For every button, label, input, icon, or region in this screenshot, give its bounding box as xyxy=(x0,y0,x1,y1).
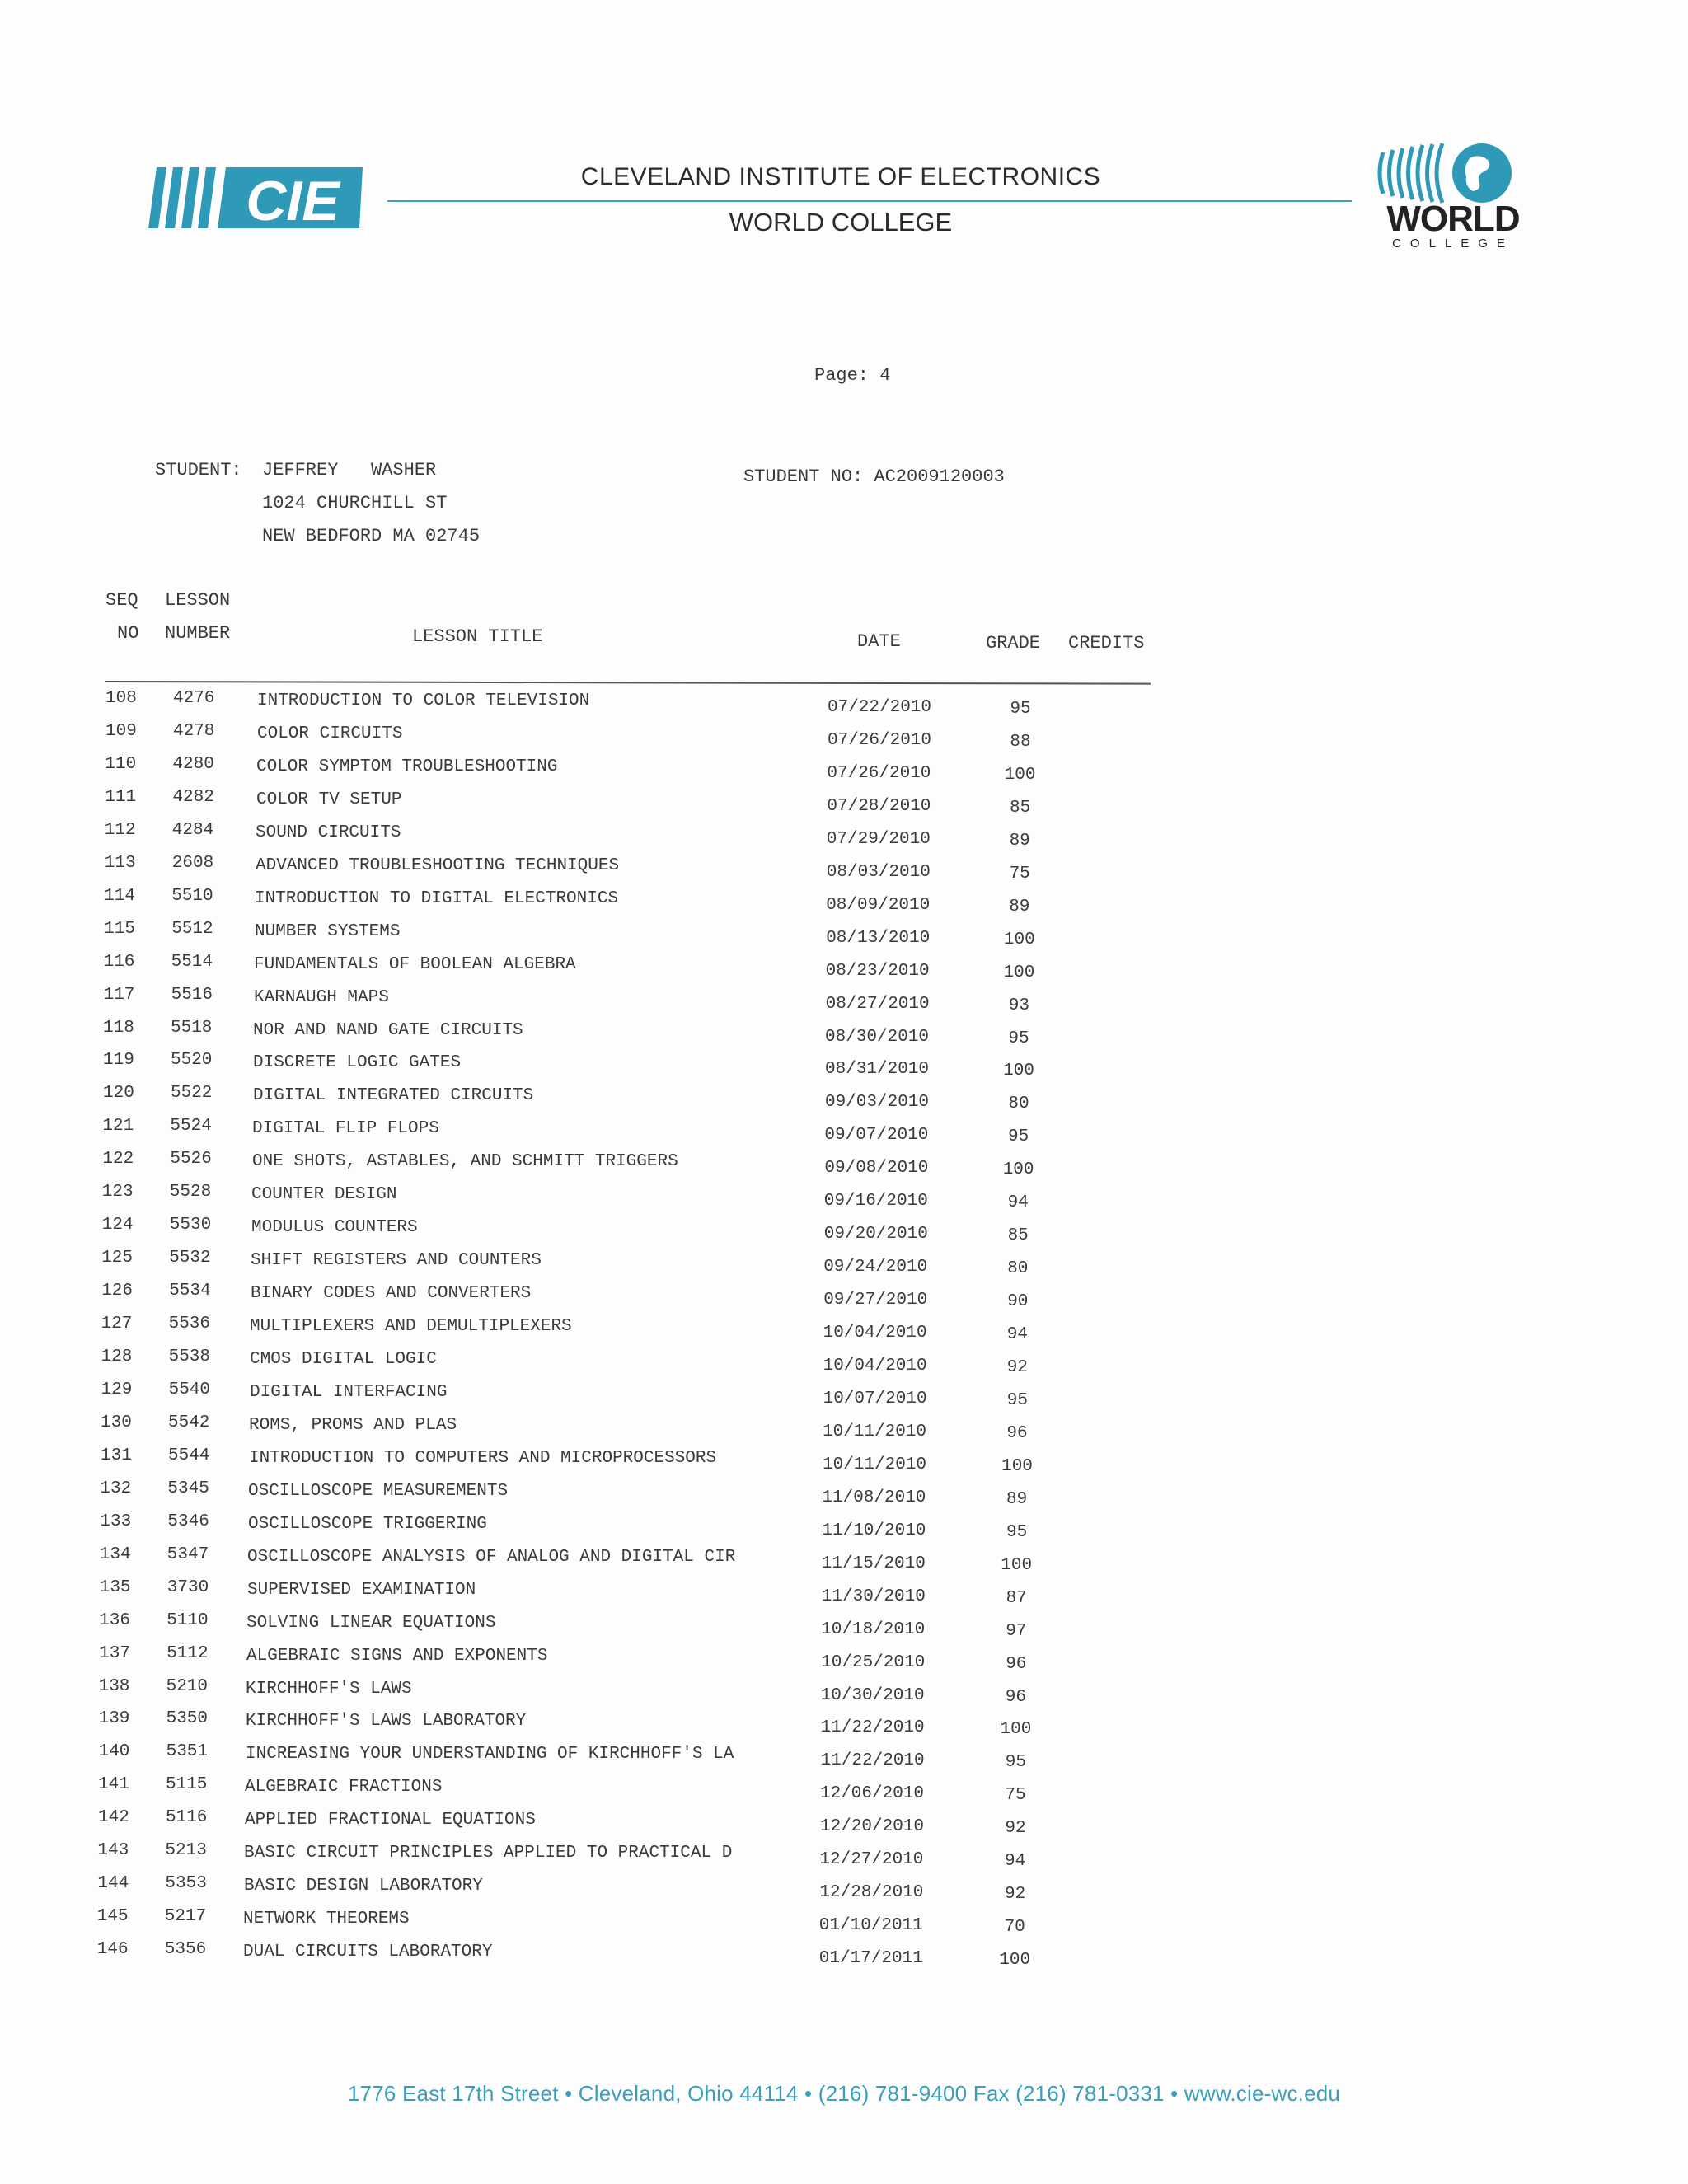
row-lesson-number: 5347 xyxy=(166,1544,209,1564)
row-seq-number: 115 xyxy=(104,919,135,939)
column-header-credits: CREDITS xyxy=(1068,633,1145,654)
row-seq-number: 108 xyxy=(106,689,137,708)
column-header-lesson-title: LESSON TITLE xyxy=(412,626,543,647)
row-seq-number: 112 xyxy=(104,820,136,840)
row-seq-number: 128 xyxy=(101,1347,133,1366)
row-lesson-number: 5520 xyxy=(171,1051,213,1071)
row-seq-number: 126 xyxy=(101,1282,133,1301)
row-lesson-title: ONE SHOTS, ASTABLES, AND SCHMITT TRIGGERS xyxy=(252,1152,678,1172)
row-grade: 100 xyxy=(1000,1720,1032,1740)
row-seq-number: 118 xyxy=(103,1018,134,1038)
row-grade: 85 xyxy=(1009,798,1031,818)
row-lesson-title: ALGEBRAIC FRACTIONS xyxy=(245,1778,443,1797)
row-seq-number: 137 xyxy=(99,1643,130,1663)
row-grade: 92 xyxy=(1005,1819,1026,1839)
row-lesson-title: NOR AND NAND GATE CIRCUITS xyxy=(253,1020,523,1040)
row-lesson-number: 3730 xyxy=(166,1577,209,1597)
row-date: 10/04/2010 xyxy=(823,1324,927,1343)
row-date: 11/30/2010 xyxy=(821,1586,926,1606)
row-date: 08/03/2010 xyxy=(826,862,931,882)
row-lesson-number: 5538 xyxy=(168,1347,211,1366)
row-seq-number: 144 xyxy=(97,1874,129,1894)
row-lesson-title: KIRCHHOFF'S LAWS xyxy=(246,1679,412,1699)
row-lesson-number: 5217 xyxy=(164,1907,207,1927)
row-grade: 96 xyxy=(1005,1687,1026,1707)
page-number: Page: 4 xyxy=(814,365,891,386)
row-date: 12/20/2010 xyxy=(820,1817,925,1837)
row-grade: 100 xyxy=(999,1951,1031,1971)
row-grade: 96 xyxy=(1006,1423,1028,1443)
row-seq-number: 113 xyxy=(104,853,136,873)
row-seq-number: 116 xyxy=(103,952,135,972)
student-number: STUDENT NO: AC2009120003 xyxy=(743,466,1005,487)
row-grade: 80 xyxy=(1008,1094,1029,1114)
student-label: STUDENT: xyxy=(155,460,242,480)
row-lesson-number: 5524 xyxy=(170,1117,212,1137)
row-grade: 92 xyxy=(1006,1358,1028,1377)
row-lesson-number: 5526 xyxy=(170,1150,212,1169)
row-grade: 75 xyxy=(1009,864,1030,883)
row-lesson-title: KARNAUGH MAPS xyxy=(254,987,389,1007)
row-grade: 94 xyxy=(1006,1325,1028,1345)
row-lesson-number: 5351 xyxy=(166,1742,209,1762)
row-seq-number: 117 xyxy=(103,985,135,1005)
row-date: 01/10/2011 xyxy=(818,1916,923,1936)
row-grade: 89 xyxy=(1009,831,1030,851)
row-seq-number: 119 xyxy=(103,1051,134,1071)
column-header-grade: GRADE xyxy=(986,633,1041,654)
row-lesson-title: CMOS DIGITAL LOGIC xyxy=(250,1350,437,1369)
row-date: 12/27/2010 xyxy=(819,1850,924,1870)
student-address-line1: 1024 CHURCHILL ST xyxy=(262,493,448,513)
row-lesson-title: COLOR CIRCUITS xyxy=(257,724,403,743)
row-lesson-number: 5512 xyxy=(171,919,213,939)
row-date: 08/13/2010 xyxy=(826,928,931,948)
student-name: JEFFREY WASHER xyxy=(262,460,437,480)
row-date: 10/11/2010 xyxy=(823,1422,927,1441)
row-date: 08/30/2010 xyxy=(825,1027,930,1047)
row-date: 07/26/2010 xyxy=(828,730,932,750)
row-date: 08/31/2010 xyxy=(825,1060,930,1080)
row-lesson-number: 5115 xyxy=(166,1775,208,1795)
row-seq-number: 132 xyxy=(100,1479,132,1498)
college-name: WORLD COLLEGE xyxy=(729,208,953,237)
row-seq-number: 131 xyxy=(101,1446,132,1465)
row-seq-number: 114 xyxy=(104,886,135,906)
row-lesson-number: 5510 xyxy=(171,886,213,906)
row-date: 07/22/2010 xyxy=(828,698,932,717)
row-lesson-number: 4280 xyxy=(172,754,214,774)
row-seq-number: 129 xyxy=(101,1380,133,1399)
row-date: 11/22/2010 xyxy=(820,1751,925,1771)
row-lesson-number: 5112 xyxy=(166,1643,209,1663)
row-grade: 95 xyxy=(1006,1390,1028,1410)
row-lesson-number: 5345 xyxy=(167,1479,209,1498)
row-seq-number: 146 xyxy=(96,1940,129,1960)
row-grade: 95 xyxy=(1010,700,1031,719)
row-lesson-title: ALGEBRAIC SIGNS AND EXPONENTS xyxy=(246,1646,548,1666)
row-seq-number: 125 xyxy=(101,1249,133,1268)
row-date: 08/09/2010 xyxy=(826,895,931,915)
row-lesson-title: NUMBER SYSTEMS xyxy=(255,921,401,941)
row-grade: 95 xyxy=(1005,1753,1026,1773)
row-lesson-title: DIGITAL INTEGRATED CIRCUITS xyxy=(253,1086,534,1106)
row-lesson-number: 5213 xyxy=(165,1841,207,1861)
row-date: 10/11/2010 xyxy=(823,1455,927,1474)
svg-text:COLLEGE: COLLEGE xyxy=(1392,237,1514,251)
row-lesson-title: MULTIPLEXERS AND DEMULTIPLEXERS xyxy=(250,1317,572,1337)
row-date: 11/22/2010 xyxy=(820,1718,925,1738)
row-date: 07/28/2010 xyxy=(827,796,931,816)
row-lesson-title: SHIFT REGISTERS AND COUNTERS xyxy=(251,1251,542,1271)
row-grade: 85 xyxy=(1007,1226,1029,1246)
row-date: 09/24/2010 xyxy=(823,1258,928,1277)
row-grade: 88 xyxy=(1010,732,1031,752)
row-date: 12/06/2010 xyxy=(820,1784,925,1804)
column-header-seq: SEQ xyxy=(106,590,138,611)
row-date: 10/07/2010 xyxy=(823,1389,927,1408)
row-lesson-title: OSCILLOSCOPE ANALYSIS OF ANALOG AND DIGITAL CIR xyxy=(247,1547,736,1567)
row-lesson-title: DISCRETE LOGIC GATES xyxy=(253,1053,462,1073)
row-date: 10/18/2010 xyxy=(821,1619,926,1639)
row-lesson-title: COLOR SYMPTOM TROUBLESHOOTING xyxy=(256,757,558,776)
row-lesson-number: 5518 xyxy=(171,1018,213,1038)
row-lesson-title: COLOR TV SETUP xyxy=(256,790,402,809)
row-lesson-title: FUNDAMENTALS OF BOOLEAN ALGEBRA xyxy=(254,954,576,974)
row-lesson-number: 5353 xyxy=(165,1874,207,1894)
row-lesson-number: 5530 xyxy=(169,1216,212,1235)
row-seq-number: 111 xyxy=(105,787,137,807)
footer-address: 1776 East 17th Street • Cleveland, Ohio 44114 • (216) 781-9400 Fax (216) 781-0331 • www.cie-wc.edu xyxy=(347,2081,1341,2106)
row-grade: 100 xyxy=(1002,1160,1034,1180)
row-date: 09/16/2010 xyxy=(823,1192,928,1212)
row-date: 10/30/2010 xyxy=(820,1685,925,1705)
row-lesson-number: 5514 xyxy=(171,952,213,972)
row-lesson-title: APPLIED FRACTIONAL EQUATIONS xyxy=(245,1811,536,1830)
row-lesson-number: 5532 xyxy=(169,1249,211,1268)
row-grade: 100 xyxy=(1004,765,1036,785)
row-seq-number: 121 xyxy=(102,1117,134,1137)
institution-name: CLEVELAND INSTITUTE OF ELECTRONICS xyxy=(580,163,1101,190)
row-grade: 75 xyxy=(1005,1786,1026,1806)
row-date: 11/15/2010 xyxy=(821,1554,926,1573)
row-date: 08/23/2010 xyxy=(825,961,930,981)
row-date: 09/20/2010 xyxy=(823,1225,928,1244)
row-grade: 92 xyxy=(1004,1885,1026,1905)
row-date: 07/26/2010 xyxy=(827,763,931,783)
row-lesson-number: 5544 xyxy=(168,1446,210,1465)
row-grade: 87 xyxy=(1006,1588,1027,1608)
row-date: 10/25/2010 xyxy=(821,1652,926,1672)
row-lesson-number: 5542 xyxy=(168,1413,210,1432)
row-grade: 94 xyxy=(1004,1852,1026,1872)
row-lesson-title: BASIC CIRCUIT PRINCIPLES APPLIED TO PRACTICAL D xyxy=(244,1844,733,1863)
row-lesson-number: 4282 xyxy=(172,787,214,807)
row-grade: 70 xyxy=(1004,1918,1025,1938)
row-date: 09/07/2010 xyxy=(824,1126,929,1146)
row-lesson-number: 5350 xyxy=(166,1709,209,1729)
row-grade: 95 xyxy=(1006,1522,1028,1542)
row-lesson-number: 2608 xyxy=(171,853,214,873)
row-lesson-number: 5110 xyxy=(166,1610,209,1630)
row-lesson-title: SOLVING LINEAR EQUATIONS xyxy=(246,1613,496,1633)
row-lesson-title: COUNTER DESIGN xyxy=(251,1185,397,1205)
row-grade: 89 xyxy=(1009,897,1030,916)
row-lesson-number: 5346 xyxy=(167,1511,209,1531)
row-seq-number: 110 xyxy=(105,754,137,774)
row-lesson-title: MODULUS COUNTERS xyxy=(251,1218,418,1238)
row-grade: 89 xyxy=(1006,1489,1028,1509)
row-date: 10/04/2010 xyxy=(823,1357,927,1376)
row-seq-number: 127 xyxy=(101,1315,133,1334)
row-lesson-title: NETWORK THEOREMS xyxy=(243,1910,410,1929)
row-grade: 95 xyxy=(1008,1029,1029,1048)
row-lesson-title: ROMS, PROMS AND PLAS xyxy=(249,1415,457,1435)
row-lesson-title: OSCILLOSCOPE TRIGGERING xyxy=(248,1514,487,1534)
row-lesson-title: SOUND CIRCUITS xyxy=(256,823,401,842)
row-lesson-title: KIRCHHOFF'S LAWS LABORATORY xyxy=(246,1712,527,1732)
row-seq-number: 141 xyxy=(98,1775,129,1795)
row-seq-number: 140 xyxy=(98,1742,130,1762)
row-lesson-number: 5356 xyxy=(164,1940,207,1960)
row-seq-number: 145 xyxy=(96,1907,129,1927)
row-lesson-number: 5540 xyxy=(168,1380,211,1399)
row-lesson-title: DIGITAL INTERFACING xyxy=(250,1382,448,1402)
row-seq-number: 123 xyxy=(101,1183,134,1202)
row-grade: 94 xyxy=(1007,1193,1029,1213)
row-seq-number: 124 xyxy=(101,1216,134,1235)
row-seq-number: 138 xyxy=(98,1676,130,1696)
row-seq-number: 122 xyxy=(102,1150,134,1169)
column-header-number: NUMBER xyxy=(165,623,231,644)
row-seq-number: 136 xyxy=(99,1610,130,1630)
row-lesson-number: 5522 xyxy=(171,1084,213,1104)
row-date: 07/29/2010 xyxy=(826,829,931,849)
row-lesson-title: INTRODUCTION TO COMPUTERS AND MICROPROCESSORS xyxy=(249,1448,717,1468)
row-seq-number: 133 xyxy=(100,1511,132,1531)
row-date: 08/27/2010 xyxy=(825,994,930,1014)
row-date: 11/08/2010 xyxy=(822,1488,926,1507)
row-seq-number: 139 xyxy=(98,1709,130,1729)
row-seq-number: 143 xyxy=(97,1841,129,1861)
row-lesson-title: INTRODUCTION TO DIGITAL ELECTRONICS xyxy=(255,888,619,908)
row-seq-number: 120 xyxy=(103,1084,134,1104)
row-date: 12/28/2010 xyxy=(819,1883,924,1903)
row-date: 09/08/2010 xyxy=(824,1159,929,1179)
row-seq-number: 135 xyxy=(99,1577,131,1597)
row-lesson-title: ADVANCED TROUBLESHOOTING TECHNIQUES xyxy=(256,855,620,875)
row-date: 09/03/2010 xyxy=(825,1093,930,1113)
row-lesson-number: 5536 xyxy=(168,1315,211,1334)
row-grade: 80 xyxy=(1007,1259,1029,1279)
row-lesson-title: BINARY CODES AND CONVERTERS xyxy=(251,1284,532,1304)
row-seq-number: 130 xyxy=(101,1413,132,1432)
row-grade: 95 xyxy=(1007,1127,1029,1147)
row-lesson-number: 5210 xyxy=(166,1676,209,1696)
row-lesson-number: 4278 xyxy=(173,721,215,741)
column-header-date: DATE xyxy=(857,631,901,652)
row-grade: 100 xyxy=(1001,1555,1033,1575)
svg-text:CIE: CIE xyxy=(246,170,340,232)
row-seq-number: 109 xyxy=(106,721,137,741)
row-date: 01/17/2011 xyxy=(818,1949,923,1969)
column-header-lesson: LESSON xyxy=(165,590,231,611)
row-grade: 96 xyxy=(1006,1654,1027,1674)
row-lesson-title: OSCILLOSCOPE MEASUREMENTS xyxy=(248,1481,509,1501)
row-lesson-number: 4276 xyxy=(173,689,215,708)
row-lesson-title: DIGITAL FLIP FLOPS xyxy=(252,1119,439,1139)
row-grade: 100 xyxy=(1003,930,1035,949)
column-header-no: NO xyxy=(117,623,139,644)
student-address-line2: NEW BEDFORD MA 02745 xyxy=(262,526,481,546)
row-seq-number: 142 xyxy=(98,1808,129,1828)
row-lesson-title: INCREASING YOUR UNDERSTANDING OF KIRCHHOFF'S LA xyxy=(246,1745,734,1765)
row-grade: 100 xyxy=(1001,1456,1033,1476)
row-lesson-title: SUPERVISED EXAMINATION xyxy=(247,1580,476,1600)
row-lesson-title: BASIC DESIGN LABORATORY xyxy=(244,1877,483,1896)
row-lesson-title: INTRODUCTION TO COLOR TELEVISION xyxy=(257,691,590,710)
row-lesson-number: 4284 xyxy=(171,820,214,840)
svg-text:WORLD: WORLD xyxy=(1386,199,1520,239)
row-grade: 90 xyxy=(1007,1292,1029,1312)
row-lesson-number: 5516 xyxy=(171,985,213,1005)
row-lesson-number: 5116 xyxy=(166,1808,208,1828)
row-date: 09/27/2010 xyxy=(823,1291,928,1310)
row-lesson-number: 5534 xyxy=(169,1282,211,1301)
row-seq-number: 134 xyxy=(99,1544,131,1564)
row-grade: 93 xyxy=(1008,996,1029,1015)
row-grade: 100 xyxy=(1003,963,1035,982)
row-lesson-number: 5528 xyxy=(169,1183,212,1202)
row-lesson-title: DUAL CIRCUITS LABORATORY xyxy=(243,1943,493,1962)
row-grade: 97 xyxy=(1006,1621,1027,1641)
row-date: 11/10/2010 xyxy=(822,1521,926,1540)
row-grade: 100 xyxy=(1003,1062,1034,1081)
